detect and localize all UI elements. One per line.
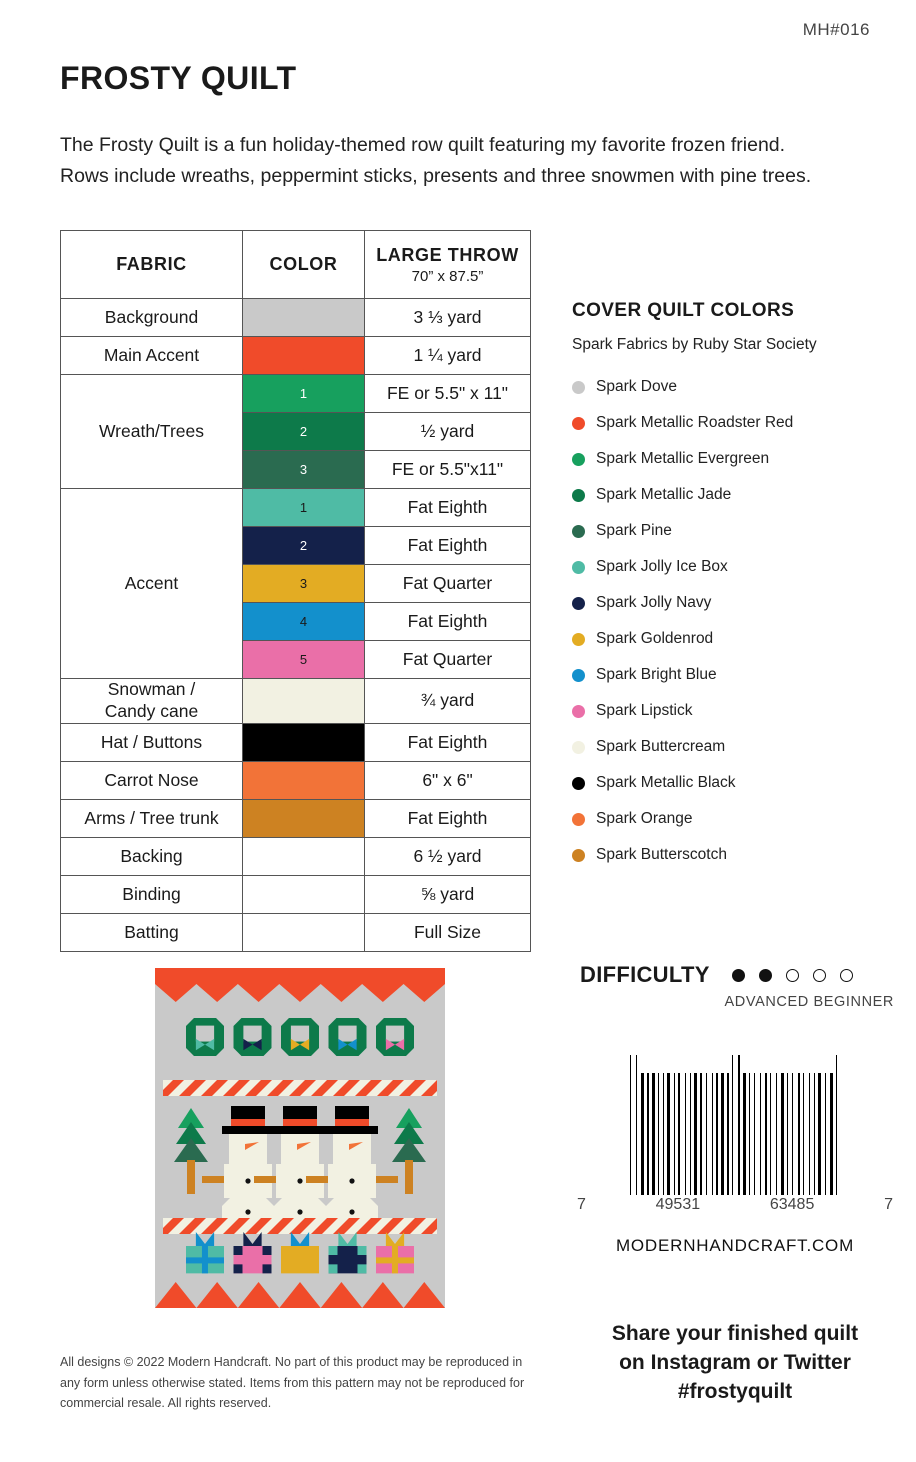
barcode-bar (694, 1073, 697, 1195)
cover-quilt-colors-panel (572, 300, 902, 873)
intro-paragraph: The Frosty Quilt is a fun holiday-themed row quilt featuring my favorite frozen friend. Rows include wreaths, peppermint sticks, presents and three snowmen with pine trees. (60, 133, 812, 188)
list-item (572, 369, 902, 405)
fabric-amount-cell: Full Size (365, 913, 531, 951)
difficulty-dot-filled (759, 969, 772, 982)
color-swatch (243, 679, 364, 723)
snowman-arm-left (306, 1176, 328, 1183)
list-item (572, 441, 902, 477)
color-name-label: Spark Goldenrod (596, 630, 714, 647)
fabric-name-cell: Batting (61, 913, 243, 951)
present-corner (358, 1264, 367, 1273)
barcode-bar (816, 1073, 817, 1195)
snowman-hat-band (335, 1119, 369, 1126)
barcode-bars (575, 1055, 895, 1195)
share-callout (560, 1320, 910, 1407)
color-swatch: 1 (243, 489, 364, 526)
barcode-bar (827, 1073, 829, 1195)
color-name-label: Spark Pine (596, 522, 672, 539)
color-dot-icon (572, 561, 585, 574)
difficulty-dot-empty (786, 969, 799, 982)
barcode-bar (645, 1073, 646, 1195)
color-swatch-cell (243, 375, 365, 413)
color-swatch: 1 (243, 375, 364, 412)
wreath-center (196, 1026, 214, 1042)
barcode-bar (792, 1073, 793, 1195)
fabric-amount-cell: Fat Quarter (365, 641, 531, 679)
table-header-row (61, 231, 531, 299)
color-dot-icon (572, 597, 585, 610)
barcode-bar (794, 1073, 797, 1195)
barcode-bar (706, 1073, 707, 1195)
fabric-amount-cell: 1 ¼ yard (365, 337, 531, 375)
list-item (572, 405, 902, 441)
wreath-center (338, 1026, 356, 1042)
difficulty-level: ADVANCED BEGINNER (724, 994, 894, 1010)
barcode-bar (636, 1055, 637, 1195)
fabric-amount-cell: Fat Eighth (365, 489, 531, 527)
list-item (572, 693, 902, 729)
color-swatch: 4 (243, 603, 364, 640)
color-name-label: Spark Metallic Evergreen (596, 450, 770, 467)
barcode-bar (708, 1073, 711, 1195)
present-ribbon-v (392, 1246, 398, 1273)
snowman-head (333, 1134, 371, 1164)
color-swatch-cell (243, 679, 365, 724)
barcode-bar (692, 1073, 693, 1195)
color-dot-icon (572, 381, 585, 394)
barcode-bar (830, 1073, 833, 1195)
difficulty-dot-empty (813, 969, 826, 982)
color-name-label: Spark Lipstick (596, 702, 693, 719)
barcode-bar (765, 1073, 767, 1195)
snowman-button (349, 1209, 354, 1214)
column-header-color-label: COLOR (269, 254, 338, 274)
fabric-name-cell (61, 679, 243, 724)
barcode-bar (716, 1073, 718, 1195)
barcode-bar (632, 1055, 635, 1195)
barcode-bar (650, 1073, 651, 1195)
difficulty-panel (580, 962, 900, 1010)
color-swatch (243, 337, 364, 374)
color-swatch-cell (243, 799, 365, 837)
present-corner (263, 1246, 272, 1255)
snowman-arm-left (202, 1176, 224, 1183)
present-corner (358, 1246, 367, 1255)
color-swatch-cell (243, 337, 365, 375)
pattern-sku: MH#016 (802, 20, 870, 39)
barcode-bar (809, 1073, 810, 1195)
color-swatch-cell (243, 837, 365, 875)
fabric-name-cell: Wreath/Trees (61, 375, 243, 489)
barcode-group-2: 63485 (769, 1196, 815, 1213)
list-item (572, 657, 902, 693)
barcode-bar (703, 1073, 705, 1195)
present-corner (234, 1264, 243, 1273)
color-swatch-cell (243, 451, 365, 489)
barcode-bar (730, 1073, 731, 1195)
color-dot-icon (572, 633, 585, 646)
snowman-hat-brim (222, 1126, 274, 1134)
barcode-bar (678, 1073, 680, 1195)
list-item (572, 585, 902, 621)
list-item (572, 477, 902, 513)
table-row (61, 761, 531, 799)
difficulty-dot-empty (840, 969, 853, 982)
color-name-label: Spark Bright Blue (596, 666, 717, 683)
tree-trunk (405, 1160, 413, 1194)
color-dot-icon (572, 525, 585, 538)
barcode-bar (674, 1073, 675, 1195)
barcode-bar (781, 1073, 784, 1195)
barcode-bar (776, 1073, 777, 1195)
list-item (572, 765, 902, 801)
barcode-bar (747, 1073, 748, 1195)
barcode-bar (630, 1055, 631, 1195)
color-dot-icon (572, 813, 585, 826)
snowman-arm-left (254, 1176, 276, 1183)
barcode-bar (738, 1055, 740, 1195)
color-swatch: 5 (243, 641, 364, 678)
barcode-bar (681, 1073, 684, 1195)
color-dot-icon (572, 417, 585, 430)
list-item (572, 801, 902, 837)
barcode-bar (667, 1073, 670, 1195)
list-item (572, 621, 902, 657)
barcode-bar (660, 1073, 662, 1195)
color-name-label: Spark Orange (596, 810, 693, 827)
present-ribbon-v (202, 1246, 208, 1273)
quilt-cover-illustration (155, 968, 445, 1308)
color-name-label: Spark Metallic Roadster Red (596, 414, 794, 431)
column-header-size (365, 231, 531, 299)
color-name-label: Spark Metallic Black (596, 774, 736, 791)
wreath-center (291, 1026, 309, 1042)
fabric-amount-cell: ¾ yard (365, 679, 531, 724)
cover-colors-title: COVER QUILT COLORS (572, 300, 795, 321)
list-item (572, 837, 902, 873)
barcode-bar (805, 1073, 808, 1195)
column-header-fabric (61, 231, 243, 299)
color-name-label: Spark Jolly Navy (596, 594, 712, 611)
snowman-button (245, 1209, 250, 1214)
fabric-name-line: Snowman / (107, 679, 196, 699)
barcode-bar (818, 1073, 821, 1195)
fabric-amount-cell: 3 ⅓ yard (365, 299, 531, 337)
present-corner (263, 1264, 272, 1273)
fabric-requirements-table (60, 230, 531, 952)
barcode-bar (741, 1055, 742, 1195)
fabric-amount-cell: Fat Eighth (365, 799, 531, 837)
color-swatch-cell (243, 565, 365, 603)
page-title: FROSTY QUILT (60, 60, 297, 96)
table-row (61, 375, 531, 413)
color-swatch-cell (243, 723, 365, 761)
barcode-bar (712, 1073, 713, 1195)
fabric-name-cell: Backing (61, 837, 243, 875)
barcode-bar (770, 1073, 771, 1195)
barcode-bar (772, 1073, 775, 1195)
barcode-bar (743, 1073, 746, 1195)
fabric-amount-cell: Fat Quarter (365, 565, 531, 603)
color-swatch (243, 914, 364, 951)
barcode-block (575, 1055, 895, 1256)
table-row (61, 875, 531, 913)
barcode-bar (789, 1073, 791, 1195)
barcode-bar (665, 1073, 666, 1195)
color-swatch-cell (243, 641, 365, 679)
table-row (61, 299, 531, 337)
barcode-bar (714, 1073, 715, 1195)
fabric-amount-cell: Fat Eighth (365, 723, 531, 761)
table-row (61, 913, 531, 951)
color-swatch-cell (243, 913, 365, 951)
fabric-name-cell: Background (61, 299, 243, 337)
color-dot-icon (572, 777, 585, 790)
barcode-bar (751, 1073, 753, 1195)
barcode-bar (700, 1073, 702, 1195)
barcode-bar (760, 1073, 761, 1195)
color-swatch-cell (243, 875, 365, 913)
color-dot-icon (572, 489, 585, 502)
barcode-bar (811, 1073, 813, 1195)
barcode-bar (698, 1073, 699, 1195)
fabric-amount-cell: ½ yard (365, 413, 531, 451)
color-dot-icon (572, 741, 585, 754)
color-swatch-cell (243, 761, 365, 799)
fabric-amount-cell: 6" x 6" (365, 761, 531, 799)
wreath-center (243, 1026, 261, 1042)
table-row (61, 837, 531, 875)
barcode-bar (719, 1073, 720, 1195)
fabric-name-cell: Arms / Tree trunk (61, 799, 243, 837)
snowman-arm-right (376, 1176, 398, 1183)
present-corner (329, 1246, 338, 1255)
color-name-label: Spark Jolly Ice Box (596, 558, 728, 575)
color-swatch (243, 800, 364, 837)
color-swatch: 2 (243, 413, 364, 450)
barcode-bar (685, 1073, 686, 1195)
tree-trunk (187, 1160, 195, 1194)
color-swatch-cell (243, 527, 365, 565)
barcode-bar (658, 1073, 659, 1195)
snowman-button (245, 1178, 250, 1183)
fabric-amount-cell: ⅝ yard (365, 875, 531, 913)
color-dot-icon (572, 669, 585, 682)
column-header-color (243, 231, 365, 299)
column-header-size-dimensions: 70” x 87.5” (411, 267, 484, 285)
color-swatch (243, 876, 364, 913)
list-item (572, 729, 902, 765)
fabric-amount-cell: Fat Eighth (365, 527, 531, 565)
barcode-bar (652, 1073, 655, 1195)
barcode-bar (671, 1073, 673, 1195)
difficulty-label: DIFFICULTY (580, 962, 710, 987)
snowman-hat-band (231, 1119, 265, 1126)
barcode-bar (756, 1073, 759, 1195)
list-item (572, 513, 902, 549)
barcode-bar (798, 1073, 800, 1195)
table-row (61, 337, 531, 375)
barcode-group-1: 49531 (655, 1196, 701, 1213)
cover-colors-list (572, 369, 902, 873)
barcode-bar (785, 1073, 786, 1195)
barcode-bar (690, 1073, 691, 1195)
snowman-button (297, 1178, 302, 1183)
barcode-bar (768, 1073, 769, 1195)
color-name-label: Spark Dove (596, 378, 677, 395)
barcode-bar (834, 1055, 835, 1195)
barcode-bar (676, 1073, 677, 1195)
color-swatch-cell (243, 299, 365, 337)
fabric-name-cell: Hat / Buttons (61, 723, 243, 761)
color-swatch-cell (243, 603, 365, 641)
barcode-bar (825, 1073, 826, 1195)
color-swatch (243, 838, 364, 875)
color-dot-icon (572, 849, 585, 862)
barcode-bar (732, 1055, 733, 1195)
color-dot-icon (572, 453, 585, 466)
barcode-bar (801, 1073, 802, 1195)
difficulty-rating-dots (732, 969, 867, 982)
present-box (281, 1246, 319, 1273)
snowman-hat-brim (274, 1126, 326, 1134)
fabric-amount-cell: 6 ½ yard (365, 837, 531, 875)
barcode-bar (803, 1073, 804, 1195)
barcode-bar (647, 1073, 649, 1195)
color-dot-icon (572, 705, 585, 718)
barcode-bar (656, 1073, 657, 1195)
snowman-head (281, 1134, 319, 1164)
barcode-bar (838, 1055, 840, 1195)
cover-colors-subtitle: Spark Fabrics by Ruby Star Society (572, 336, 817, 353)
barcode-left-digit: 7 (577, 1196, 586, 1213)
barcode-right-digit: 7 (884, 1196, 893, 1213)
barcode-bar (749, 1073, 750, 1195)
color-swatch-cell (243, 413, 365, 451)
fabric-amount-cell: FE or 5.5" x 11" (365, 375, 531, 413)
barcode-bar (762, 1073, 764, 1195)
wreath-center (386, 1026, 404, 1042)
difficulty-dot-filled (732, 969, 745, 982)
snowman-hat-band (283, 1119, 317, 1126)
barcode-digits (575, 1196, 895, 1214)
fabric-name-cell: Main Accent (61, 337, 243, 375)
table-row (61, 679, 531, 724)
color-name-label: Spark Buttercream (596, 738, 726, 755)
share-line-3: #frostyquilt (677, 1379, 793, 1403)
copyright-notice: All designs © 2022 Modern Handcraft. No part of this product may be reproduced in any form unless otherwise stated. Items from this pattern may not be reproduced for commercial resale. All rights reserved. (60, 1355, 525, 1411)
color-swatch (243, 762, 364, 799)
column-header-size-label: LARGE THROW (376, 244, 519, 265)
barcode-bar (725, 1073, 726, 1195)
snowman-button (349, 1178, 354, 1183)
barcode-bar (836, 1055, 837, 1195)
fabric-name-cell: Binding (61, 875, 243, 913)
table-row (61, 723, 531, 761)
barcode-bar (754, 1073, 755, 1195)
website-url[interactable]: MODERNHANDCRAFT.COM (615, 1236, 855, 1255)
color-swatch: 3 (243, 451, 364, 488)
fabric-amount-cell: Fat Eighth (365, 603, 531, 641)
fabric-name-line: Candy cane (104, 700, 199, 721)
fabric-name-cell: Carrot Nose (61, 761, 243, 799)
color-swatch (243, 299, 364, 336)
snowman-head (229, 1134, 267, 1164)
table-row (61, 489, 531, 527)
present-corner (329, 1264, 338, 1273)
barcode-bar (734, 1055, 737, 1195)
table-row (61, 799, 531, 837)
fabric-name-cell: Accent (61, 489, 243, 679)
barcode-bar (778, 1073, 780, 1195)
barcode-bar (687, 1073, 689, 1195)
snowman-button (297, 1209, 302, 1214)
barcode-bar (641, 1073, 644, 1195)
color-name-label: Spark Butterscotch (596, 846, 727, 863)
barcode-bar (787, 1073, 788, 1195)
share-line-2: on Instagram or Twitter (619, 1350, 851, 1374)
barcode-bar (814, 1073, 815, 1195)
barcode-bar (663, 1073, 664, 1195)
color-swatch: 2 (243, 527, 364, 564)
barcode-bar (822, 1073, 824, 1195)
share-line-1: Share your finished quilt (611, 1322, 859, 1345)
color-swatch: 3 (243, 565, 364, 602)
snowman-hat-brim (326, 1126, 378, 1134)
color-swatch (243, 724, 364, 761)
list-item (572, 549, 902, 585)
color-swatch-cell (243, 489, 365, 527)
barcode-bar (727, 1073, 729, 1195)
fabric-amount-cell: FE or 5.5"x11" (365, 451, 531, 489)
barcode-bar (721, 1073, 724, 1195)
color-name-label: Spark Metallic Jade (596, 486, 732, 503)
column-header-fabric-label: FABRIC (116, 254, 187, 274)
barcode-bar (638, 1073, 640, 1195)
fabric-table-body (61, 299, 531, 952)
present-corner (234, 1246, 243, 1255)
